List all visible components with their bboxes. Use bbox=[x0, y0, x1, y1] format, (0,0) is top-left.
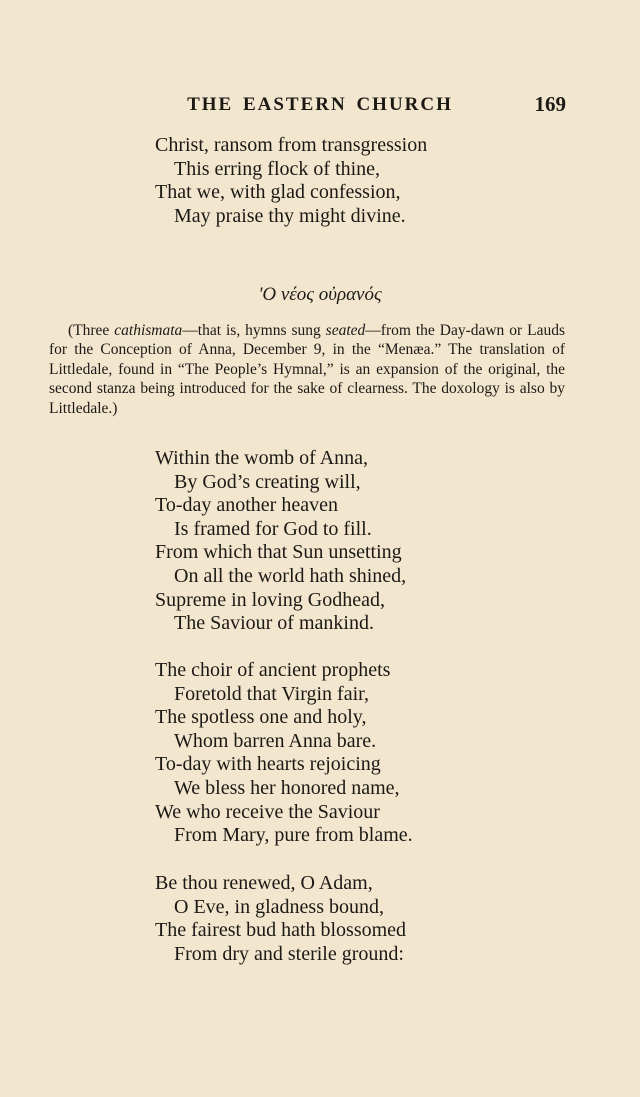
poem-line: Be thou renewed, O Adam, bbox=[155, 872, 373, 894]
stanza-2 bbox=[155, 659, 413, 848]
poem-line: The fairest bud hath blossomed bbox=[155, 919, 407, 942]
note-mid: —that is, hymns sung bbox=[182, 322, 326, 339]
poem-line: On all the world hath shined, bbox=[174, 564, 407, 587]
poem-line: O Eve, in gladness bound, bbox=[174, 895, 384, 918]
poem-line: Christ, ransom from transgression bbox=[155, 134, 428, 156]
poem-line: Whom barren Anna bare. bbox=[174, 729, 377, 752]
poem-line: Foretold that Virgin fair, bbox=[174, 682, 370, 705]
stanza-3 bbox=[155, 872, 406, 966]
note-rest: —from the Day-dawn or Lauds for the Conception of Anna, December 9, in the “Menæa.” The translation of Littledale, found in “The People’s Hymnal,” is an expansion of the original, the second stanza being introduced for the sake of clearness. The doxology is also by Littledale.) bbox=[49, 322, 565, 417]
poem-line: The Saviour of mankind. bbox=[174, 612, 374, 635]
poem-line: Within the womb of Anna, bbox=[155, 447, 369, 469]
poem-line: This erring flock of thine, bbox=[174, 157, 381, 180]
hymn-title: 'Ο νέος οὐρανός bbox=[258, 284, 382, 305]
poem-line: That we, with glad confession, bbox=[155, 181, 401, 204]
running-header: THE EASTERN CHURCH bbox=[187, 94, 453, 115]
stanza-continued bbox=[155, 134, 427, 228]
poem-line: Is framed for God to fill. bbox=[174, 517, 372, 540]
page-number: 169 bbox=[534, 92, 566, 116]
poem-line: May praise thy might divine. bbox=[174, 204, 406, 227]
poem-line: We bless her honored name, bbox=[174, 776, 400, 799]
poem-line: By God’s creating will, bbox=[174, 470, 361, 493]
poem-line: To-day with hearts rejoicing bbox=[155, 753, 381, 776]
note-open: (Three bbox=[68, 322, 115, 339]
poem-line: Supreme in loving Godhead, bbox=[155, 588, 385, 611]
poem-line: From which that Sun unsetting bbox=[155, 541, 402, 564]
editorial-note bbox=[49, 321, 565, 418]
note-term-cathismata: cathismata bbox=[114, 322, 183, 339]
poem-line: We who receive the Saviour bbox=[155, 800, 380, 823]
poem-line: From dry and sterile ground: bbox=[174, 942, 404, 965]
poem-line: To-day another heaven bbox=[155, 494, 338, 517]
stanza-1 bbox=[155, 447, 406, 636]
poem-line: The choir of ancient prophets bbox=[155, 659, 391, 681]
note-term-seated: seated bbox=[325, 322, 366, 339]
poem-line: The spotless one and holy, bbox=[155, 706, 367, 729]
poem-line: From Mary, pure from blame. bbox=[174, 824, 413, 847]
